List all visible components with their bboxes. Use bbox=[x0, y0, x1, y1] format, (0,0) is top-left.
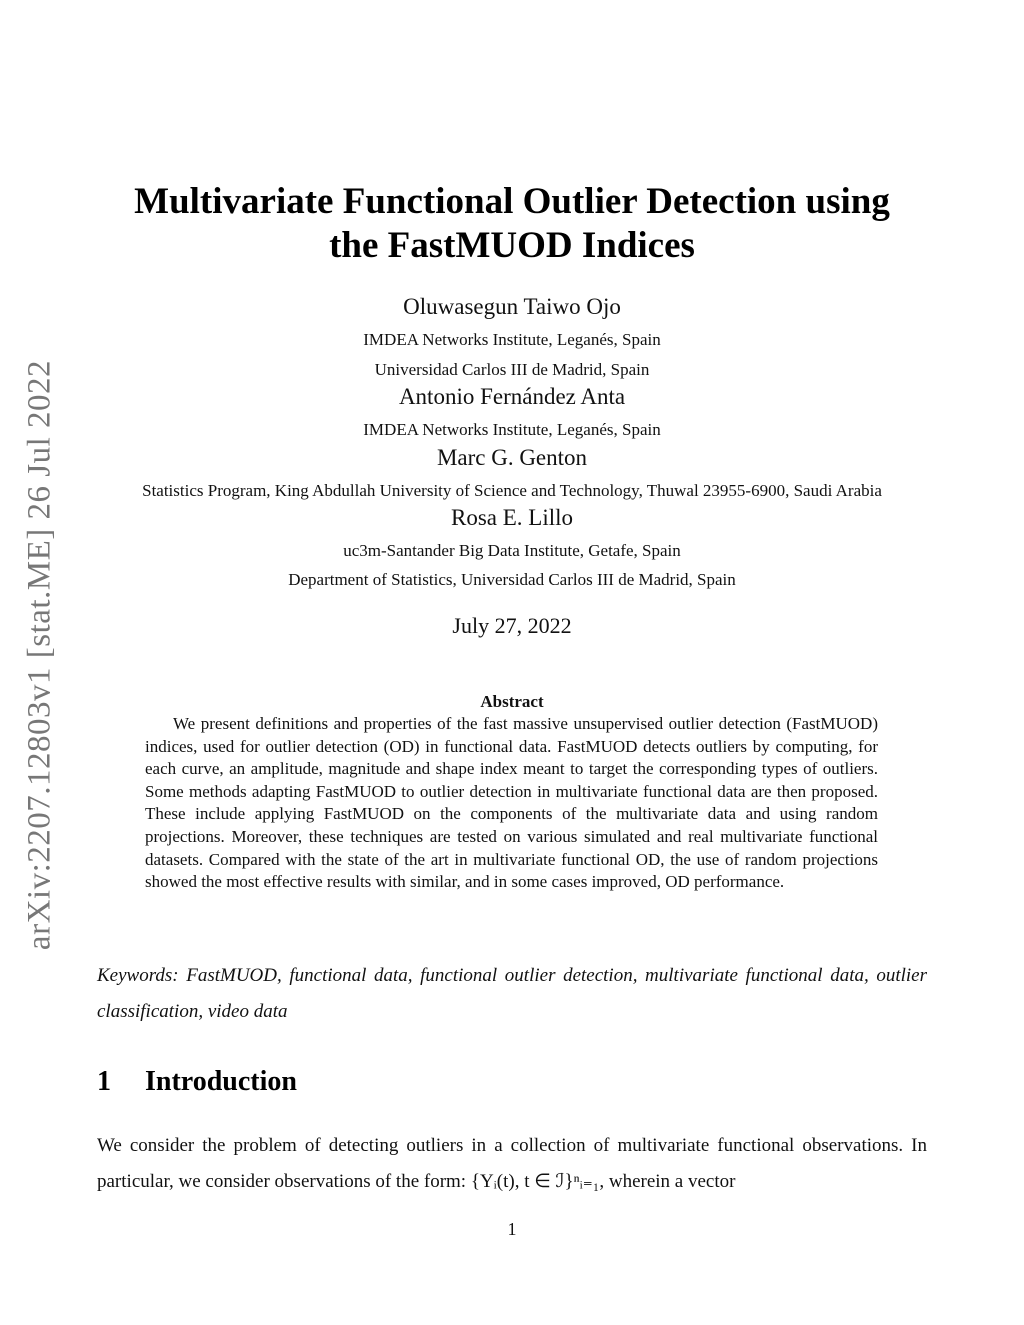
intro-text-continued: , wherein a vector bbox=[599, 1171, 736, 1192]
title-line-2: the FastMUOD Indices bbox=[329, 225, 695, 266]
page-number: 1 bbox=[507, 1219, 517, 1239]
intro-text: We consider the problem of detecting outliers in a collection of multivariate functional observations. In particular, we consider observations of the form: bbox=[97, 1135, 927, 1192]
author-affiliation: Universidad Carlos III de Madrid, Spain bbox=[374, 360, 650, 379]
author-affiliation: IMDEA Networks Institute, Leganés, Spain bbox=[363, 420, 661, 439]
arxiv-identifier: arXiv:2207.12803v1 [stat.ME] 26 Jul 2022 bbox=[21, 359, 58, 951]
publication-date: July 27, 2022 bbox=[452, 613, 572, 638]
title-line-1: Multivariate Functional Outlier Detection using bbox=[134, 181, 890, 222]
section-title: Introduction bbox=[145, 1066, 297, 1097]
section-heading bbox=[97, 1066, 297, 1098]
author-name: Antonio Fernández Anta bbox=[398, 384, 626, 409]
math-expression: {Yᵢ(t), t ∈ ℐ}ⁿᵢ₌₁ bbox=[470, 1171, 600, 1192]
abstract-heading: Abstract bbox=[480, 692, 544, 711]
author-affiliation: Department of Statistics, Universidad Carlos III de Madrid, Spain bbox=[288, 570, 736, 589]
paper-title bbox=[0, 180, 1024, 268]
author-name: Rosa E. Lillo bbox=[450, 505, 574, 530]
author-name: Marc G. Genton bbox=[436, 445, 588, 470]
section-number: 1 bbox=[97, 1066, 111, 1097]
author-affiliation: Statistics Program, King Abdullah University of Science and Technology, Thuwal 23955-6900, Saudi Arabia bbox=[142, 481, 882, 500]
author-name: Oluwasegun Taiwo Ojo bbox=[403, 294, 621, 319]
author-affiliation: uc3m-Santander Big Data Institute, Getafe, Spain bbox=[343, 541, 681, 560]
author-affiliation: IMDEA Networks Institute, Leganés, Spain bbox=[363, 330, 661, 349]
intro-paragraph bbox=[97, 1128, 927, 1200]
abstract-text: We present definitions and properties of the fast massive unsupervised outlier detection (FastMUOD) indices, used for outlier detection (OD) in functional data. FastMUOD detects outliers by computing, for each curve, an amplitude, magnitude and shape index meant to target the corresponding types of outliers. Some methods adapting FastMUOD to outlier detection in multivariate functional data are then proposed. These include applying FastMUOD on the components of the multivariate data and using random projections. Moreover, these techniques are tested on various simulated and real multivariate functional datasets. Compared with the state of the art in multivariate functional OD, the use of random projections showed the most effective results with similar, and in some cases improved, OD performance. bbox=[145, 714, 878, 892]
keywords: Keywords: FastMUOD, functional data, functional outlier detection, multivariate functional data, outlier classification, video data bbox=[97, 965, 927, 1022]
